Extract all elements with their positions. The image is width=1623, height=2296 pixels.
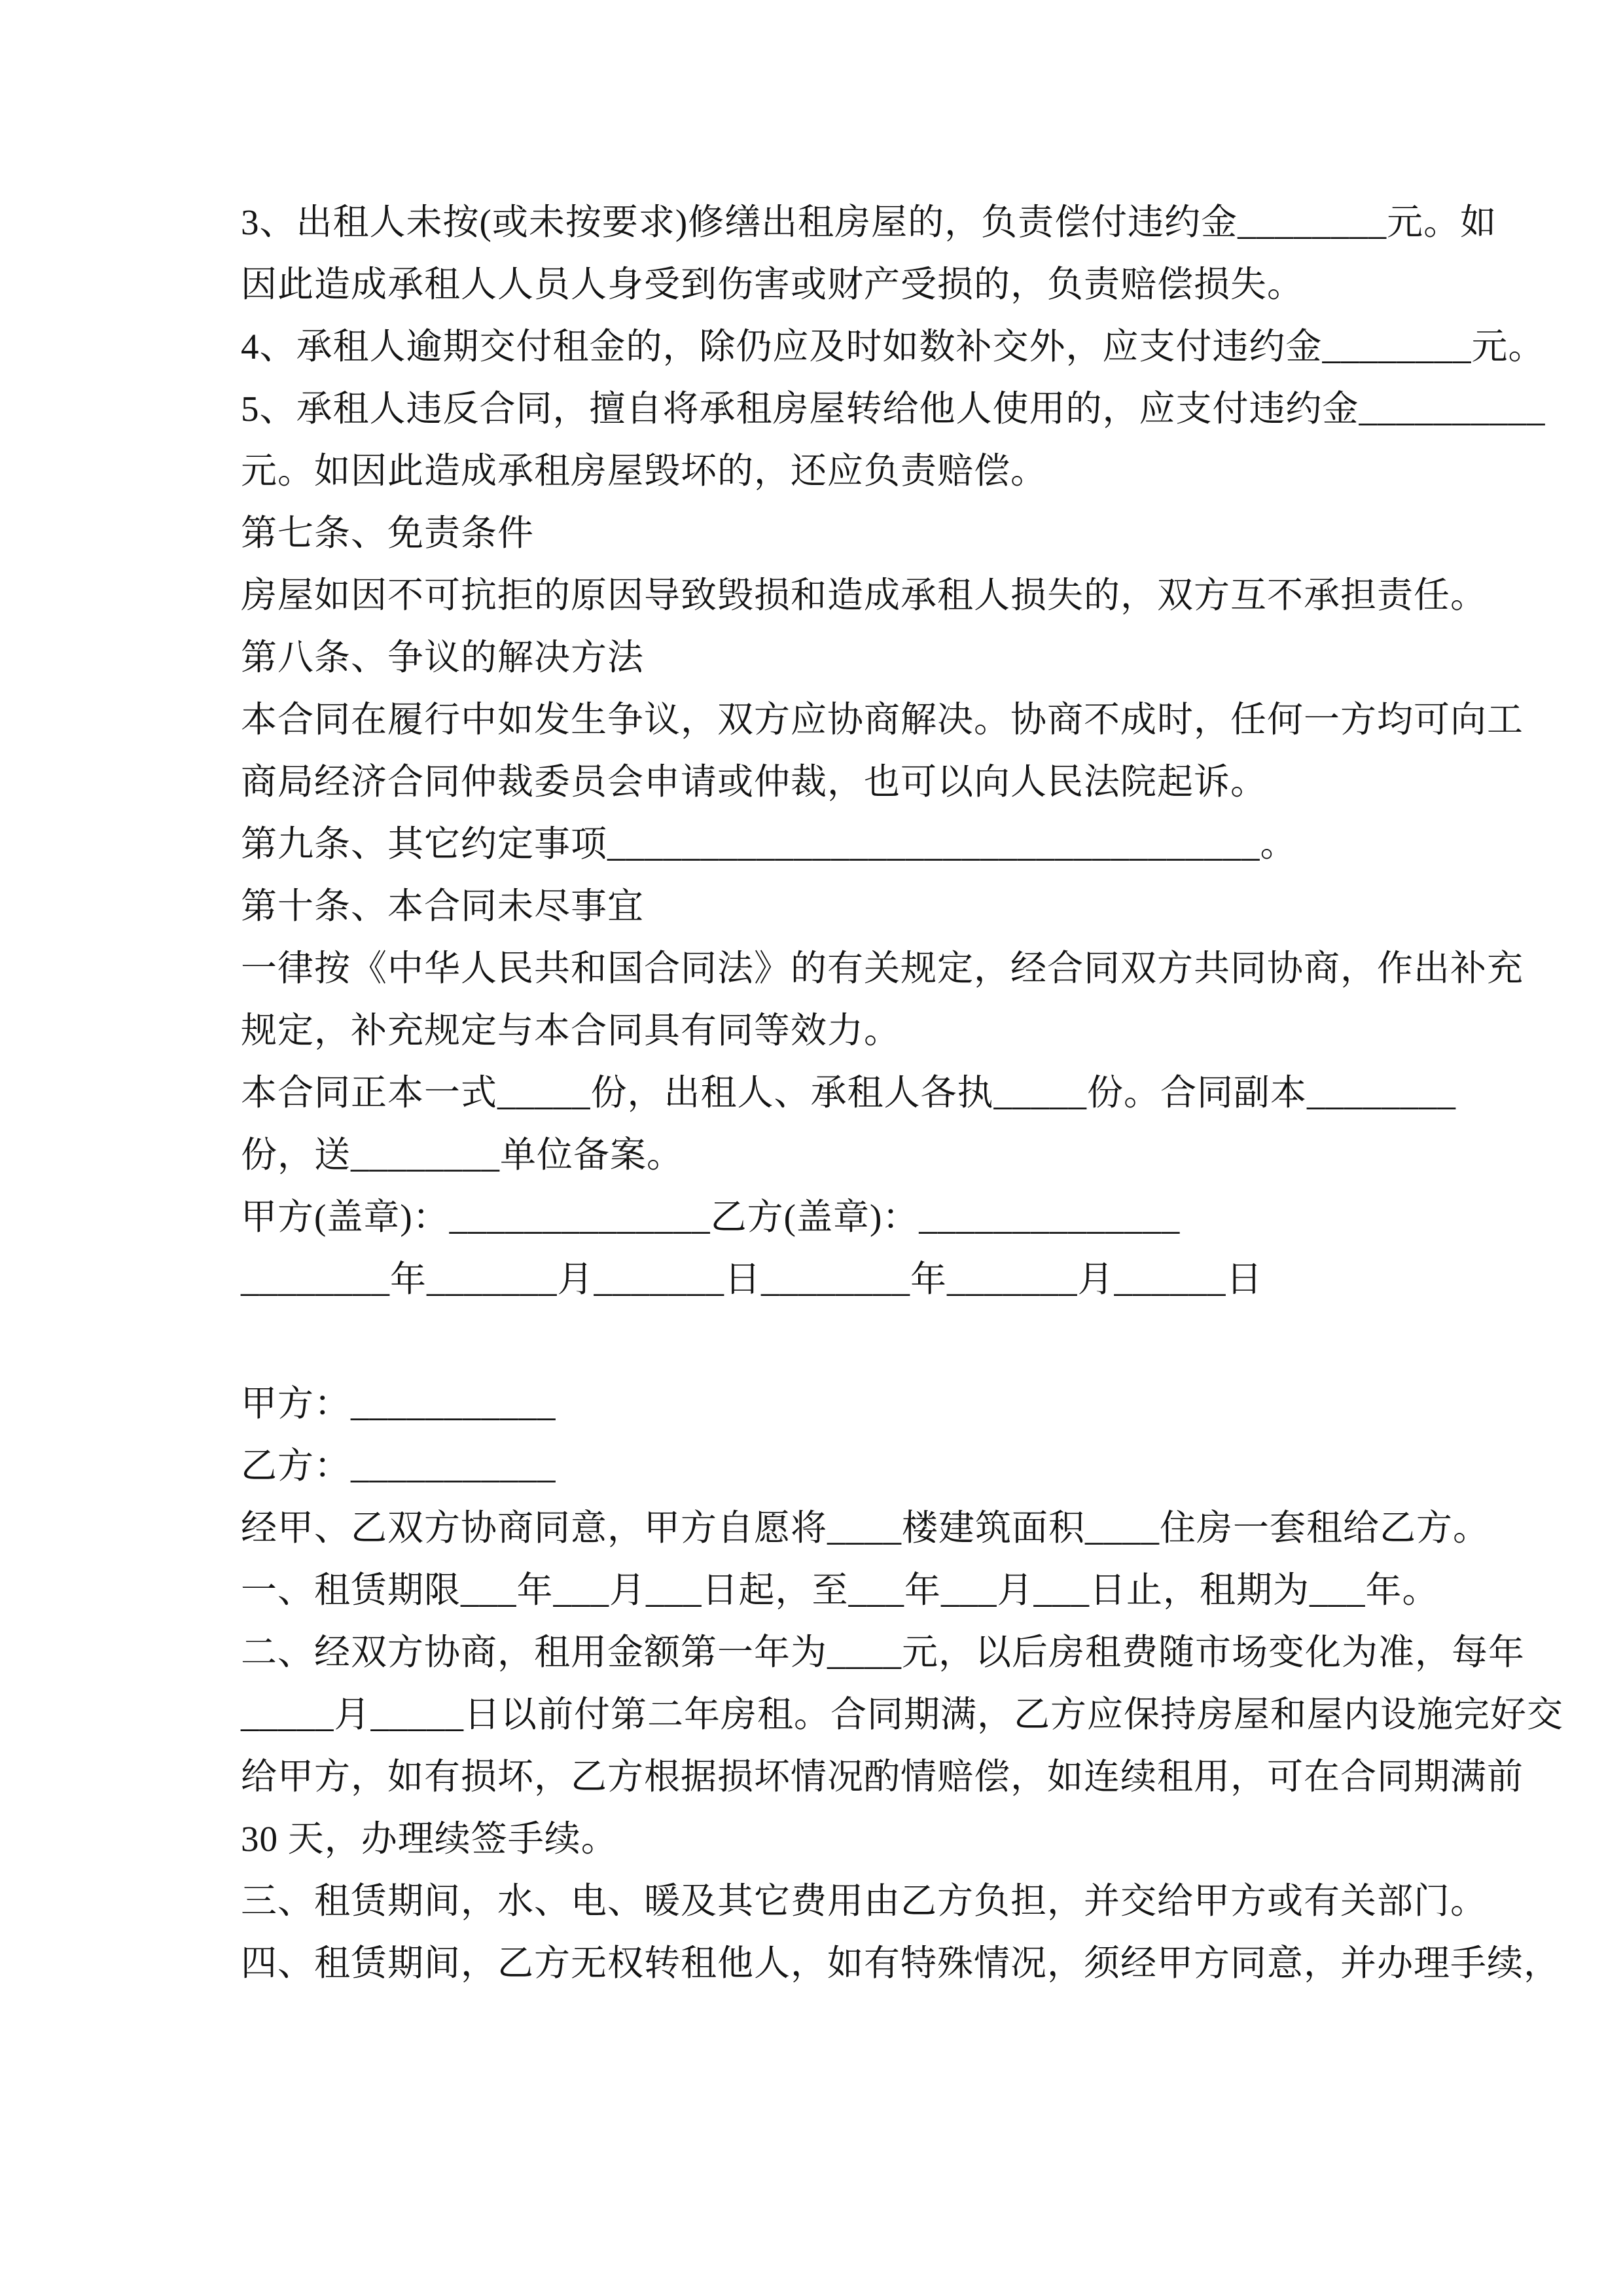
contract-line: ________年_______月_______日________年_______月______日 bbox=[241, 1259, 1263, 1299]
contract-line: 二、经双方协商，租用金额第一年为____元，以后房租费随市场变化为准，每年 bbox=[241, 1632, 1525, 1672]
blank-line bbox=[241, 1310, 1419, 1372]
contract-line: 第七条、免责条件 bbox=[241, 513, 535, 553]
contract-line: 经甲、乙双方协商同意，甲方自愿将____楼建筑面积____住房一套租给乙方。 bbox=[241, 1508, 1490, 1548]
contract-line: 四、租赁期间，乙方无权转租他人，如有特殊情况，须经甲方同意，并办理手续， bbox=[241, 1943, 1561, 1983]
contract-line: 元。如因此造成承租房屋毁坏的，还应负责赔偿。 bbox=[241, 451, 1048, 491]
contract-line: 第九条、其它约定事项___________________________________。 bbox=[241, 824, 1297, 864]
contract-line: 4、承租人逾期交付租金的，除仍应及时如数补交外，应支付违约金________元。 bbox=[241, 327, 1545, 367]
contract-line: 30 天，办理续签手续。 bbox=[241, 1819, 618, 1859]
contract-line: 一、租赁期限___年___月___日起，至___年___月___日止，租期为___年。 bbox=[241, 1570, 1439, 1610]
contract-line: 第十条、本合同未尽事宜 bbox=[241, 886, 645, 926]
contract-line: _____月_____日以前付第二年房租。合同期满，乙方应保持房屋和屋内设施完好交 bbox=[241, 1695, 1564, 1734]
contract-line: 给甲方，如有损坏，乙方根据损坏情况酌情赔偿，如连续租用，可在合同期满前 bbox=[241, 1757, 1524, 1797]
contract-line: 规定，补充规定与本合同具有同等效力。 bbox=[241, 1011, 901, 1050]
contract-line: 本合同正本一式_____份，出租人、承租人各执_____份。合同副本________ bbox=[241, 1073, 1457, 1113]
contract-line: 商局经济合同仲裁委员会申请或仲裁，也可以向人民法院起诉。 bbox=[241, 762, 1268, 802]
contract-body bbox=[241, 191, 1564, 1994]
contract-line: 因此造成承租人人员人身受到伤害或财产受损的，负责赔偿损失。 bbox=[241, 264, 1304, 304]
contract-line: 甲方(盖章)：______________乙方(盖章)：______________ bbox=[241, 1197, 1181, 1237]
contract-line: 房屋如因不可抗拒的原因导致毁损和造成承租人损失的，双方互不承担责任。 bbox=[241, 575, 1488, 615]
contract-line: 5、承租人违反合同，擅自将承租房屋转给他人使用的，应支付违约金__________ bbox=[241, 389, 1546, 429]
contract-line: 甲方：___________ bbox=[241, 1384, 556, 1424]
contract-line: 三、租赁期间，水、电、暖及其它费用由乙方负担，并交给甲方或有关部门。 bbox=[241, 1881, 1488, 1921]
contract-line: 份，送________单位备案。 bbox=[241, 1135, 684, 1175]
contract-line: 一律按《中华人民共和国合同法》的有关规定，经合同双方共同协商，作出补充 bbox=[241, 948, 1524, 988]
contract-line: 乙方：___________ bbox=[241, 1446, 556, 1486]
contract-line: 本合同在履行中如发生争议，双方应协商解决。协商不成时，任何一方均可向工 bbox=[241, 700, 1524, 740]
contract-line: 第八条、争议的解决方法 bbox=[241, 637, 645, 677]
contract-line: 3、出租人未按(或未按要求)修缮出租房屋的，负责偿付违约金________元。如 bbox=[241, 202, 1497, 242]
